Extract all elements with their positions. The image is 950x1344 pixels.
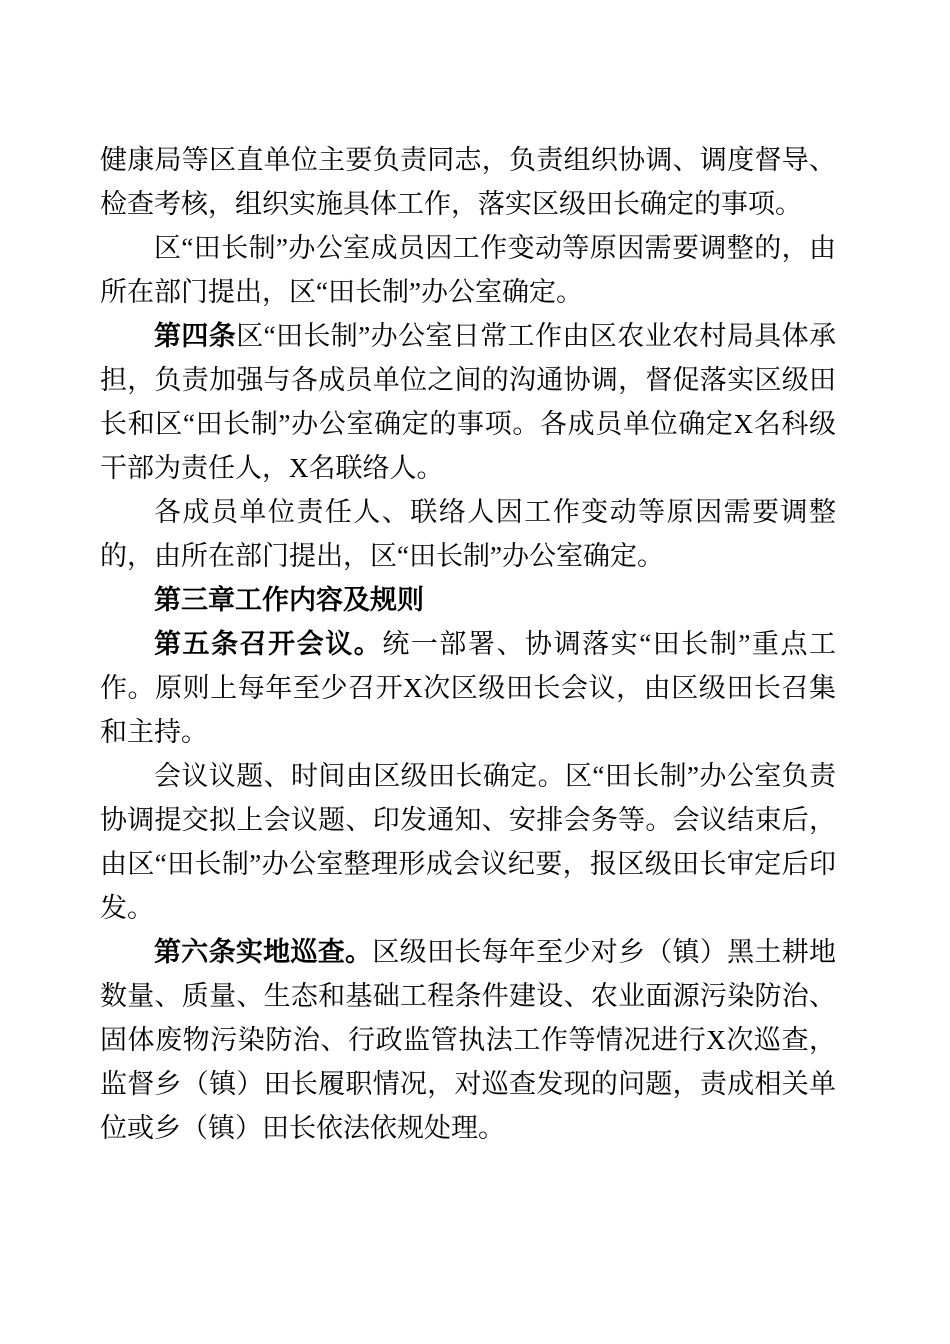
text-run: 区级田长每年至少对乡（镇）黑土耕地数量、质量、生态和基础工程条件建设、农业面源污染防治、固体废物污染防治、行政监管执法工作等情况进行X次巡查，监督乡（镇）田长履职情况，对巡查发现的问题，责成相关单位或乡（镇）田长依法依规处理。 <box>100 937 837 1143</box>
text-run: 会议议题、时间由区级田长确定。区“田长制”办公室负责协调提交拟上会议题、印发通知、安排会务等。会议结束后，由区“田长制”办公室整理形成会议纪要，报区级田长审定后印发。 <box>100 761 836 923</box>
document-body <box>100 138 836 1150</box>
text-run: 健康局等区直单位主要负责同志，负责组织协调、调度督导、检查考核，组织实施具体工作，落实区级田长确定的事项。 <box>100 145 836 219</box>
paragraph <box>100 490 836 578</box>
paragraph <box>100 578 836 622</box>
paragraph <box>100 226 836 314</box>
paragraph <box>100 314 836 490</box>
bold-text-run: 第五条召开会议。 <box>154 629 383 659</box>
bold-text-run: 第六条实地巡查。 <box>154 937 373 967</box>
paragraph <box>100 622 836 754</box>
text-run: 统一部署、协调落实“田长制”重点工作。原则上每年至少召开X次区级田长会议，由区级田长召集和主持。 <box>100 629 836 747</box>
paragraph <box>100 930 836 1150</box>
paragraph <box>100 754 836 930</box>
paragraph <box>100 138 836 226</box>
text-run: 各成员单位责任人、联络人因工作变动等原因需要调整的，由所在部门提出，区“田长制”办公室确定。 <box>100 497 836 571</box>
text-run: 区“田长制”办公室日常工作由区农业农村局具体承担，负责加强与各成员单位之间的沟通协调，督促落实区级田长和区“田长制”办公室确定的事项。各成员单位确定X名科级干部为责任人，X名联络人。 <box>100 321 837 483</box>
bold-text-run: 第三章工作内容及规则 <box>154 585 424 615</box>
bold-text-run: 第四条 <box>154 321 237 351</box>
text-run: 区“田长制”办公室成员因工作变动等原因需要调整的，由所在部门提出，区“田长制”办公室确定。 <box>100 233 836 307</box>
